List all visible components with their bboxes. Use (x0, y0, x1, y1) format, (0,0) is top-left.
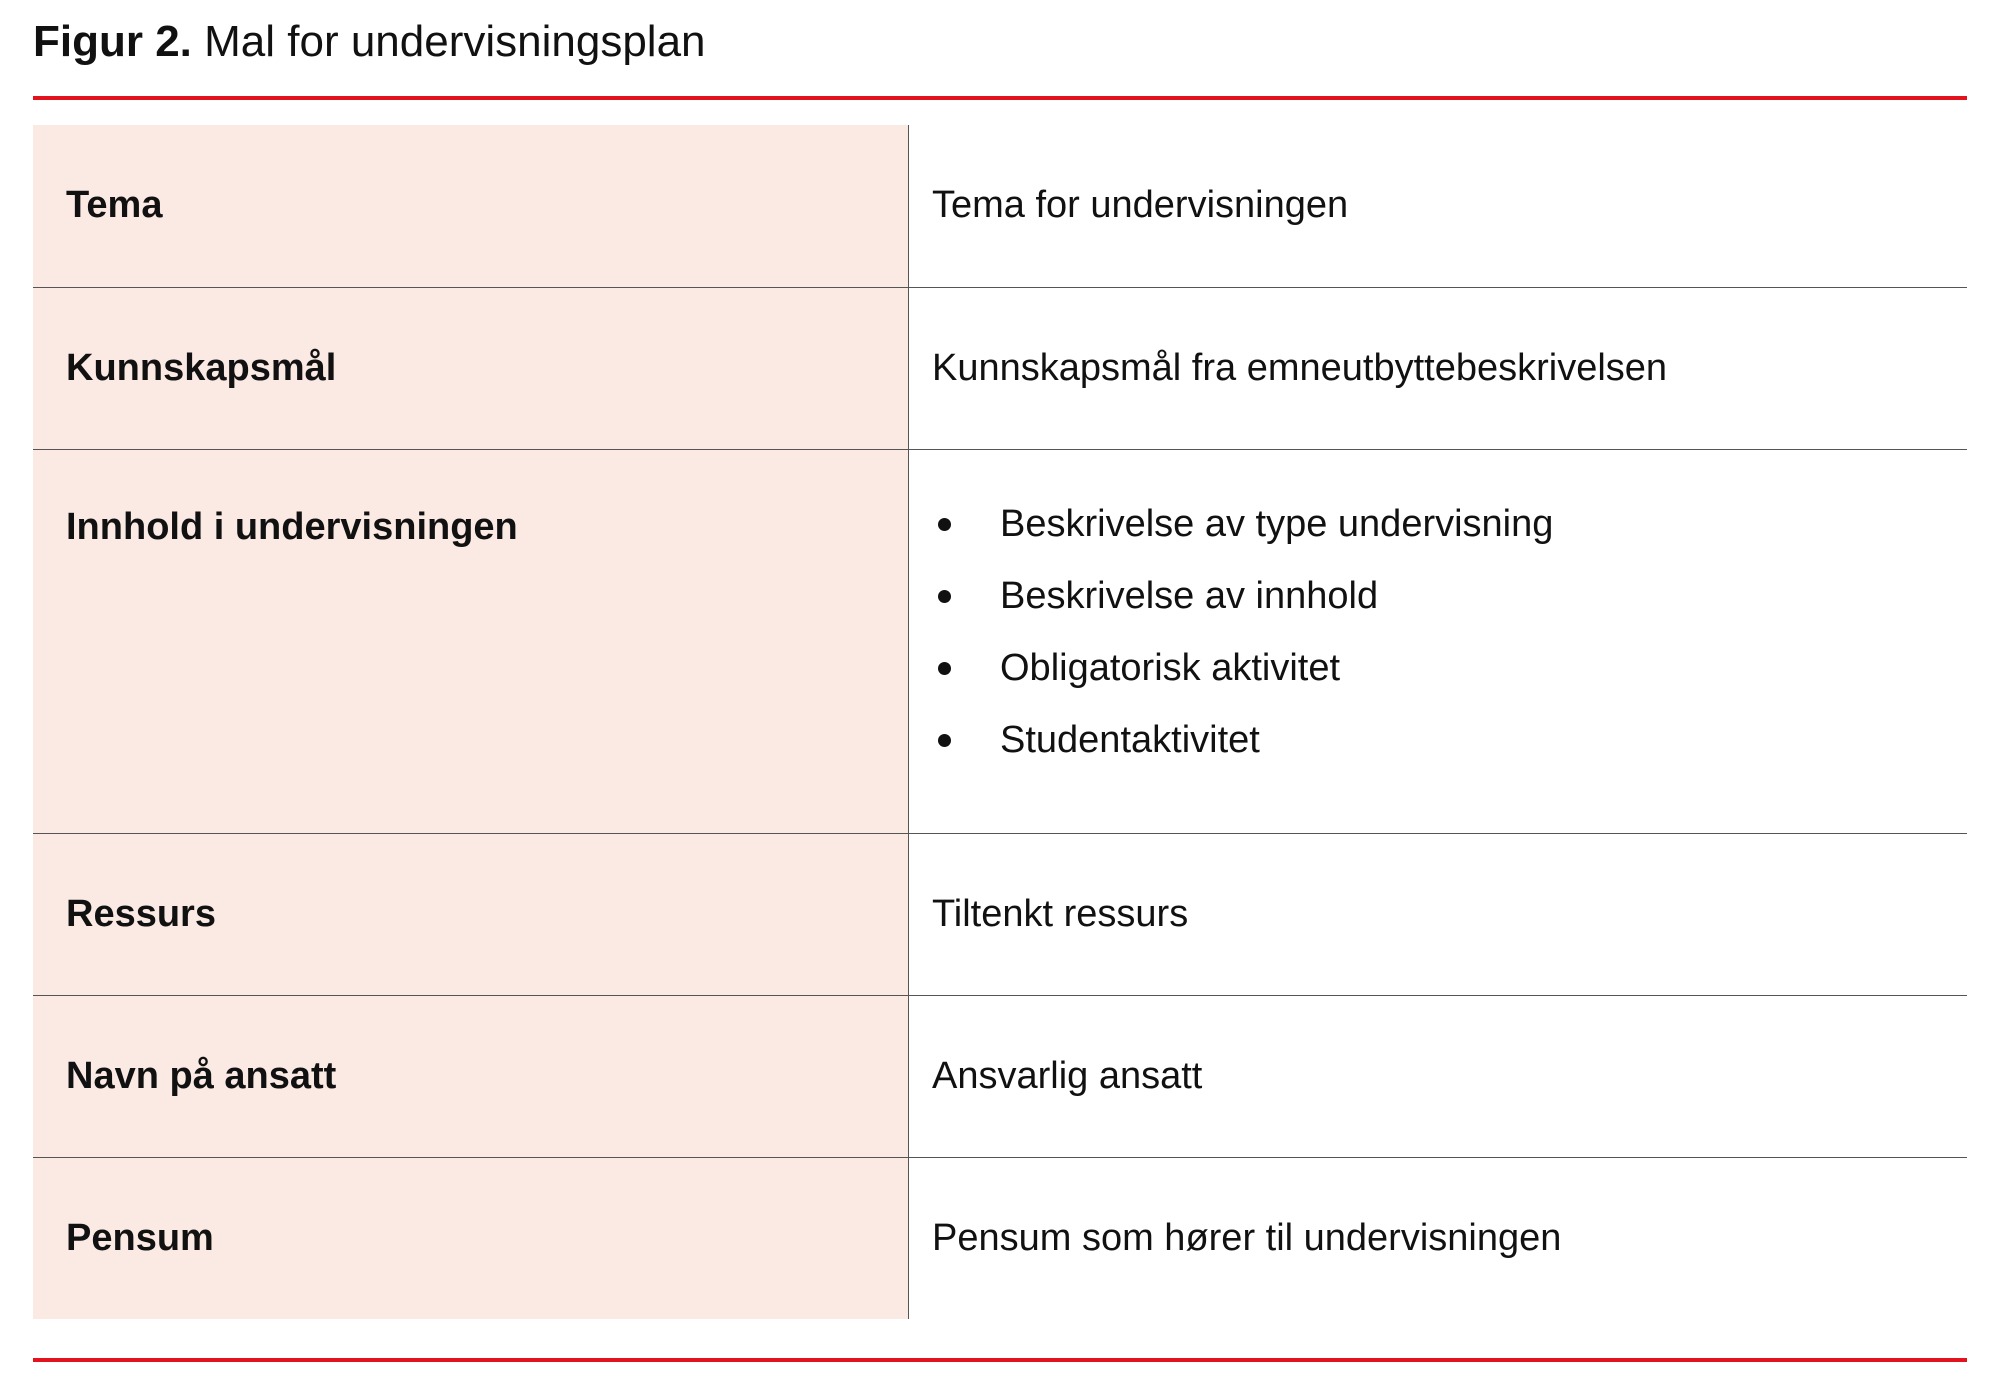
table-row (33, 995, 1967, 1157)
row-value-list (909, 449, 1968, 833)
list-item: Studentaktivitet (932, 704, 1967, 776)
list-item: Beskrivelse av type undervisning (932, 488, 1967, 560)
figure-title (33, 14, 706, 70)
row-value: Tema for undervisningen (932, 184, 1349, 227)
top-red-rule (33, 96, 1967, 100)
bottom-red-rule (33, 1358, 1967, 1362)
row-key: Navn på ansatt (33, 995, 909, 1157)
figure-label: Figur 2. (33, 17, 192, 66)
row-value: Kunnskapsmål fra emneutbyttebeskrivelsen (909, 287, 1968, 449)
row-key: Tema (33, 125, 909, 287)
row-key: Ressurs (33, 833, 909, 995)
content-bullet-list (932, 488, 1967, 776)
table-row (33, 449, 1967, 833)
row-key: Pensum (33, 1157, 909, 1319)
figure-caption: Mal for undervisningsplan (204, 17, 706, 66)
list-item: Obligatorisk aktivitet (932, 632, 1967, 704)
row-value: Pensum som hører til undervisningen (909, 1157, 1968, 1319)
list-item: Beskrivelse av innhold (932, 560, 1967, 632)
table-row (33, 287, 1967, 449)
row-key: Kunnskapsmål (33, 287, 909, 449)
lesson-plan-table (33, 125, 1967, 1319)
row-key: Innhold i undervisningen (33, 449, 909, 833)
row-value: Ansvarlig ansatt (909, 995, 1968, 1157)
table-row (33, 833, 1967, 995)
table-row (33, 1157, 1967, 1319)
table-row (33, 125, 1967, 287)
row-value: Tiltenkt ressurs (909, 833, 1968, 995)
